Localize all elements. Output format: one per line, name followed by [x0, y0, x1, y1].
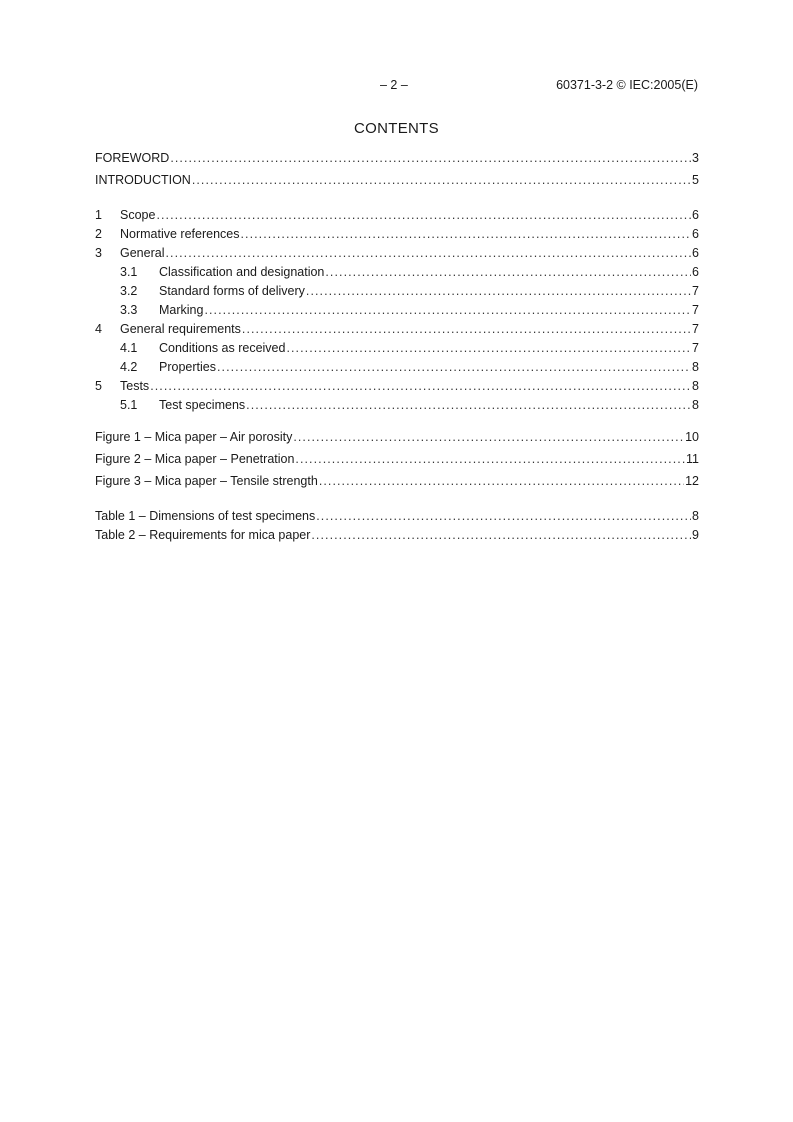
- dot-leader: [293, 430, 684, 445]
- toc-section-entry[interactable]: [95, 208, 699, 223]
- entry-page-number: 10: [685, 430, 699, 444]
- entry-number: 1: [95, 208, 102, 222]
- toc-table-entry[interactable]: [95, 509, 699, 524]
- entry-label: FOREWORD: [95, 151, 170, 165]
- toc-figure-entry[interactable]: [95, 452, 699, 467]
- toc-entry[interactable]: [95, 151, 699, 166]
- entry-label: Scope: [120, 208, 156, 222]
- entry-page-number: 3: [692, 151, 699, 165]
- toc-figure-entry[interactable]: [95, 474, 699, 489]
- entry-page-number: 7: [692, 322, 699, 336]
- entry-label: Table 1 – Dimensions of test specimens: [95, 509, 316, 523]
- document-reference: 60371-3-2 © IEC:2005(E): [556, 78, 698, 92]
- entry-label: Marking: [159, 303, 204, 317]
- entry-page-number: 7: [692, 303, 699, 317]
- entry-page-number: 11: [686, 452, 699, 466]
- entry-page-number: 6: [692, 246, 699, 260]
- toc-subsection-entry[interactable]: [95, 284, 699, 299]
- entry-label: Tests: [120, 379, 150, 393]
- dot-leader: [204, 303, 691, 318]
- entry-label: General requirements: [120, 322, 241, 336]
- page-number: – 2 –: [380, 78, 408, 92]
- contents-title: CONTENTS: [354, 120, 439, 137]
- entry-page-number: 7: [692, 341, 699, 355]
- dot-leader: [242, 322, 691, 337]
- entry-label: Classification and designation: [159, 265, 325, 279]
- entry-page-number: 8: [692, 379, 699, 393]
- dot-leader: [316, 509, 691, 524]
- section-list: [95, 208, 699, 413]
- front-matter-list: [95, 151, 699, 188]
- entry-number: 2: [95, 227, 102, 241]
- entry-label: Test specimens: [159, 398, 246, 412]
- toc-figure-entry[interactable]: [95, 430, 699, 445]
- entry-label: Conditions as received: [159, 341, 286, 355]
- toc-table-entry[interactable]: [95, 528, 699, 543]
- dot-leader: [306, 284, 691, 299]
- entry-page-number: 6: [692, 208, 699, 222]
- toc-subsection-entry[interactable]: [95, 398, 699, 413]
- entry-page-number: 9: [692, 528, 699, 542]
- entry-label: Standard forms of delivery: [159, 284, 305, 298]
- dot-leader: [150, 379, 691, 394]
- entry-label: Table 2 – Requirements for mica paper: [95, 528, 311, 542]
- dot-leader: [165, 246, 691, 261]
- entry-number: 3.3: [120, 303, 138, 317]
- entry-number: 3.2: [120, 284, 138, 298]
- entry-label: Properties: [159, 360, 216, 374]
- toc-subsection-entry[interactable]: [95, 303, 699, 318]
- entry-number: 4.1: [120, 341, 138, 355]
- toc-section-entry[interactable]: [95, 379, 699, 394]
- table-of-contents: [95, 151, 699, 547]
- toc-subsection-entry[interactable]: [95, 360, 699, 375]
- dot-leader: [170, 151, 691, 166]
- entry-label: Figure 3 – Mica paper – Tensile strength: [95, 474, 318, 488]
- entry-page-number: 8: [692, 398, 699, 412]
- dot-leader: [156, 208, 691, 223]
- dot-leader: [325, 265, 691, 280]
- dot-leader: [217, 360, 691, 375]
- entry-page-number: 8: [692, 509, 699, 523]
- entry-number: 3: [95, 246, 102, 260]
- toc-subsection-entry[interactable]: [95, 265, 699, 280]
- dot-leader: [311, 528, 691, 543]
- entry-page-number: 6: [692, 227, 699, 241]
- entry-page-number: 6: [692, 265, 699, 279]
- entry-number: 4.2: [120, 360, 138, 374]
- entry-page-number: 8: [692, 360, 699, 374]
- dot-leader: [319, 474, 684, 489]
- entry-number: 4: [95, 322, 102, 336]
- dot-leader: [241, 227, 692, 242]
- entry-page-number: 7: [692, 284, 699, 298]
- entry-label: General: [120, 246, 165, 260]
- toc-subsection-entry[interactable]: [95, 341, 699, 356]
- toc-section-entry[interactable]: [95, 322, 699, 337]
- entry-number: 3.1: [120, 265, 138, 279]
- entry-label: Figure 2 – Mica paper – Penetration: [95, 452, 295, 466]
- entry-label: INTRODUCTION: [95, 173, 191, 187]
- entry-number: 5.1: [120, 398, 138, 412]
- entry-label: Figure 1 – Mica paper – Air porosity: [95, 430, 293, 444]
- table-list: [95, 509, 699, 543]
- entry-page-number: 5: [692, 173, 699, 187]
- figure-list: [95, 430, 699, 489]
- toc-section-entry[interactable]: [95, 227, 699, 242]
- dot-leader: [295, 452, 685, 467]
- toc-section-entry[interactable]: [95, 246, 699, 261]
- dot-leader: [192, 173, 691, 188]
- entry-label: Normative references: [120, 227, 240, 241]
- dot-leader: [286, 341, 691, 356]
- dot-leader: [246, 398, 691, 413]
- page-header: [0, 78, 793, 94]
- toc-entry[interactable]: [95, 173, 699, 188]
- entry-number: 5: [95, 379, 102, 393]
- entry-page-number: 12: [685, 474, 699, 488]
